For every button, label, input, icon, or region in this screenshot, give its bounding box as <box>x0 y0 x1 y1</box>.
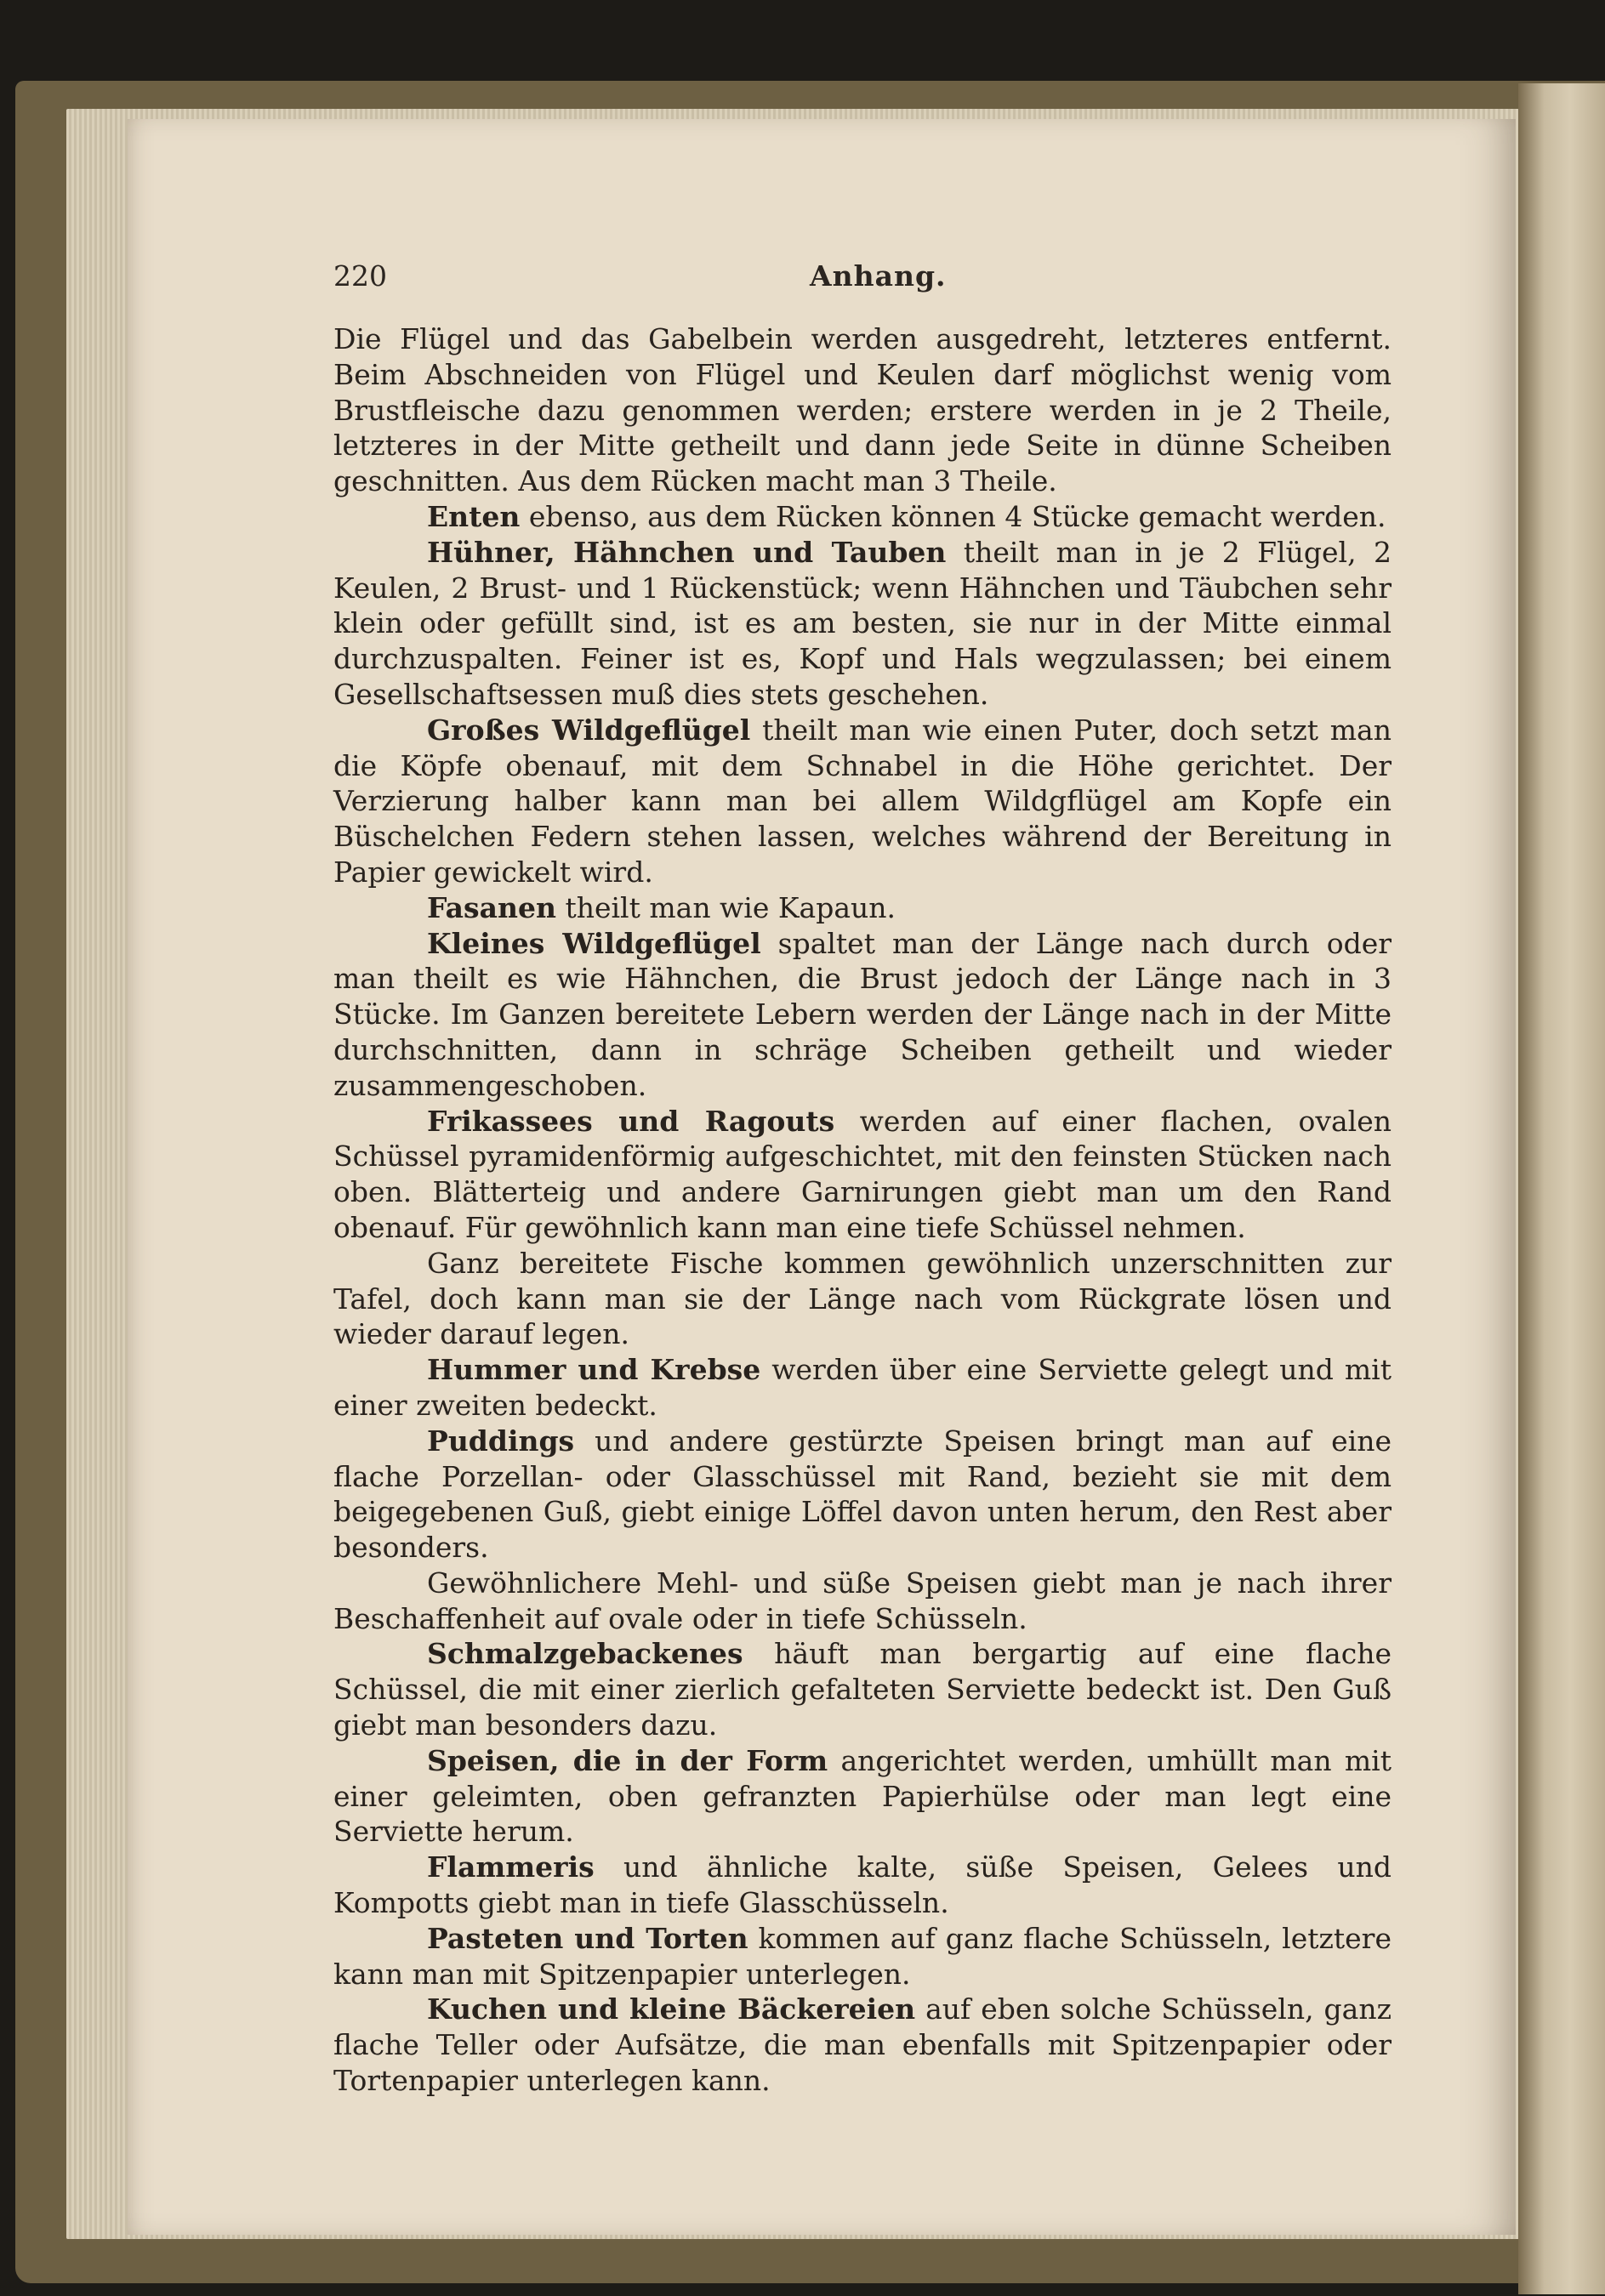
body-text <box>333 321 1392 2099</box>
facing-page-edge <box>1518 83 1605 2294</box>
paragraph: Großes Wildgeflügel theilt man wie einen Puter, doch setzt man die Köpfe obenauf, mit dem Schnabel in die Höhe gerichtet. Der Verzierung halber kann man bei allem Wildgflügel am Kopfe ein Büschelchen Federn stehen lassen, welches während der Bereitung in Papier gewickelt wird. <box>333 713 1392 889</box>
paragraph: Kuchen und kleine Bäckereien auf eben solche Schüsseln, ganz flache Teller oder Aufsätze, die man ebenfalls mit Spitzenpapier oder Tortenpapier unterlegen kann. <box>333 1992 1392 2098</box>
paragraph: Puddings und andere gestürzte Speisen bringt man auf eine flache Porzellan- oder Glasschüssel mit Rand, bezieht sie mit dem beigegebenen Guß, giebt einige Löffel davon unten herum, den Rest aber besonders. <box>333 1424 1392 1565</box>
paragraph: Enten ebenso, aus dem Rücken können 4 Stücke gemacht werden. <box>427 499 1386 533</box>
paragraph: Flammeris und ähnliche kalte, süße Speisen, Gelees und Kompotts giebt man in tiefe Glasschüsseln. <box>333 1850 1392 1920</box>
paragraph: Gewöhnlichere Mehl- und süße Speisen giebt man je nach ihrer Beschaffenheit auf ovale oder in tiefe Schüsseln. <box>333 1566 1392 1635</box>
page-number: 220 <box>333 259 387 293</box>
paragraph: Fasanen theilt man wie Kapaun. <box>427 890 896 924</box>
paragraph: Speisen, die in der Form angerichtet werden, umhüllt man mit einer geleimten, oben gefranzten Papierhülse oder man legt eine Serviette herum. <box>333 1743 1392 1849</box>
paragraph: Hummer und Krebse werden über eine Serviette gelegt und mit einer zweiten bedeckt. <box>333 1353 1392 1422</box>
running-head: Anhang. <box>810 259 947 293</box>
paragraph: Ganz bereitete Fische kommen gewöhnlich unzerschnitten zur Tafel, doch kann man sie der Länge nach vom Rückgrate lösen und wieder darauf legen. <box>333 1246 1392 1351</box>
paragraph: Pasteten und Torten kommen auf ganz flache Schüsseln, letztere kann man mit Spitzenpapier unterlegen. <box>333 1921 1392 1991</box>
paragraph: Hühner, Hähnchen und Tauben theilt man in je 2 Flügel, 2 Keulen, 2 Brust- und 1 Rückenstück; wenn Hähnchen und Täubchen sehr klein oder gefüllt sind, ist es am besten, sie nur in der Mitte einmal durchzuspalten. Feiner ist es, Kopf und Hals wegzulassen; bei einem Gesellschaftsessen muß dies stets geschehen. <box>333 535 1392 711</box>
paragraph: Frikassees und Ragouts werden auf einer flachen, ovalen Schüssel pyramidenförmig aufgeschichtet, mit den feinsten Stücken nach oben. Blätterteig und andere Garnirungen giebt man um den Rand obenauf. Für gewöhnlich kann man eine tiefe Schüssel nehmen. <box>333 1104 1392 1244</box>
paragraph: Schmalzgebackenes häuft man bergartig auf eine flache Schüssel, die mit einer zierlich gefalteten Serviette bedeckt ist. Den Guß giebt man besonders dazu. <box>333 1637 1392 1742</box>
paragraph: Kleines Wildgeflügel spaltet man der Länge nach durch oder man theilt es wie Hähnchen, die Brust jedoch der Länge nach in 3 Stücke. Im Ganzen bereitete Lebern werden der Länge nach in der Mitte durchschnitten, dann in schräge Scheiben getheilt und wieder zusammengeschoben. <box>333 926 1392 1102</box>
paragraph: Die Flügel und das Gabelbein werden ausgedreht, letzteres entfernt. Beim Abschneiden von Flügel und Keulen darf möglichst wenig vom Brustfleische dazu genommen werden; erstere werden in je 2 Theile, letzteres in der Mitte getheilt und dann jede Seite in dünne Scheiben geschnitten. Aus dem Rücken macht man 3 Theile. <box>333 322 1392 498</box>
